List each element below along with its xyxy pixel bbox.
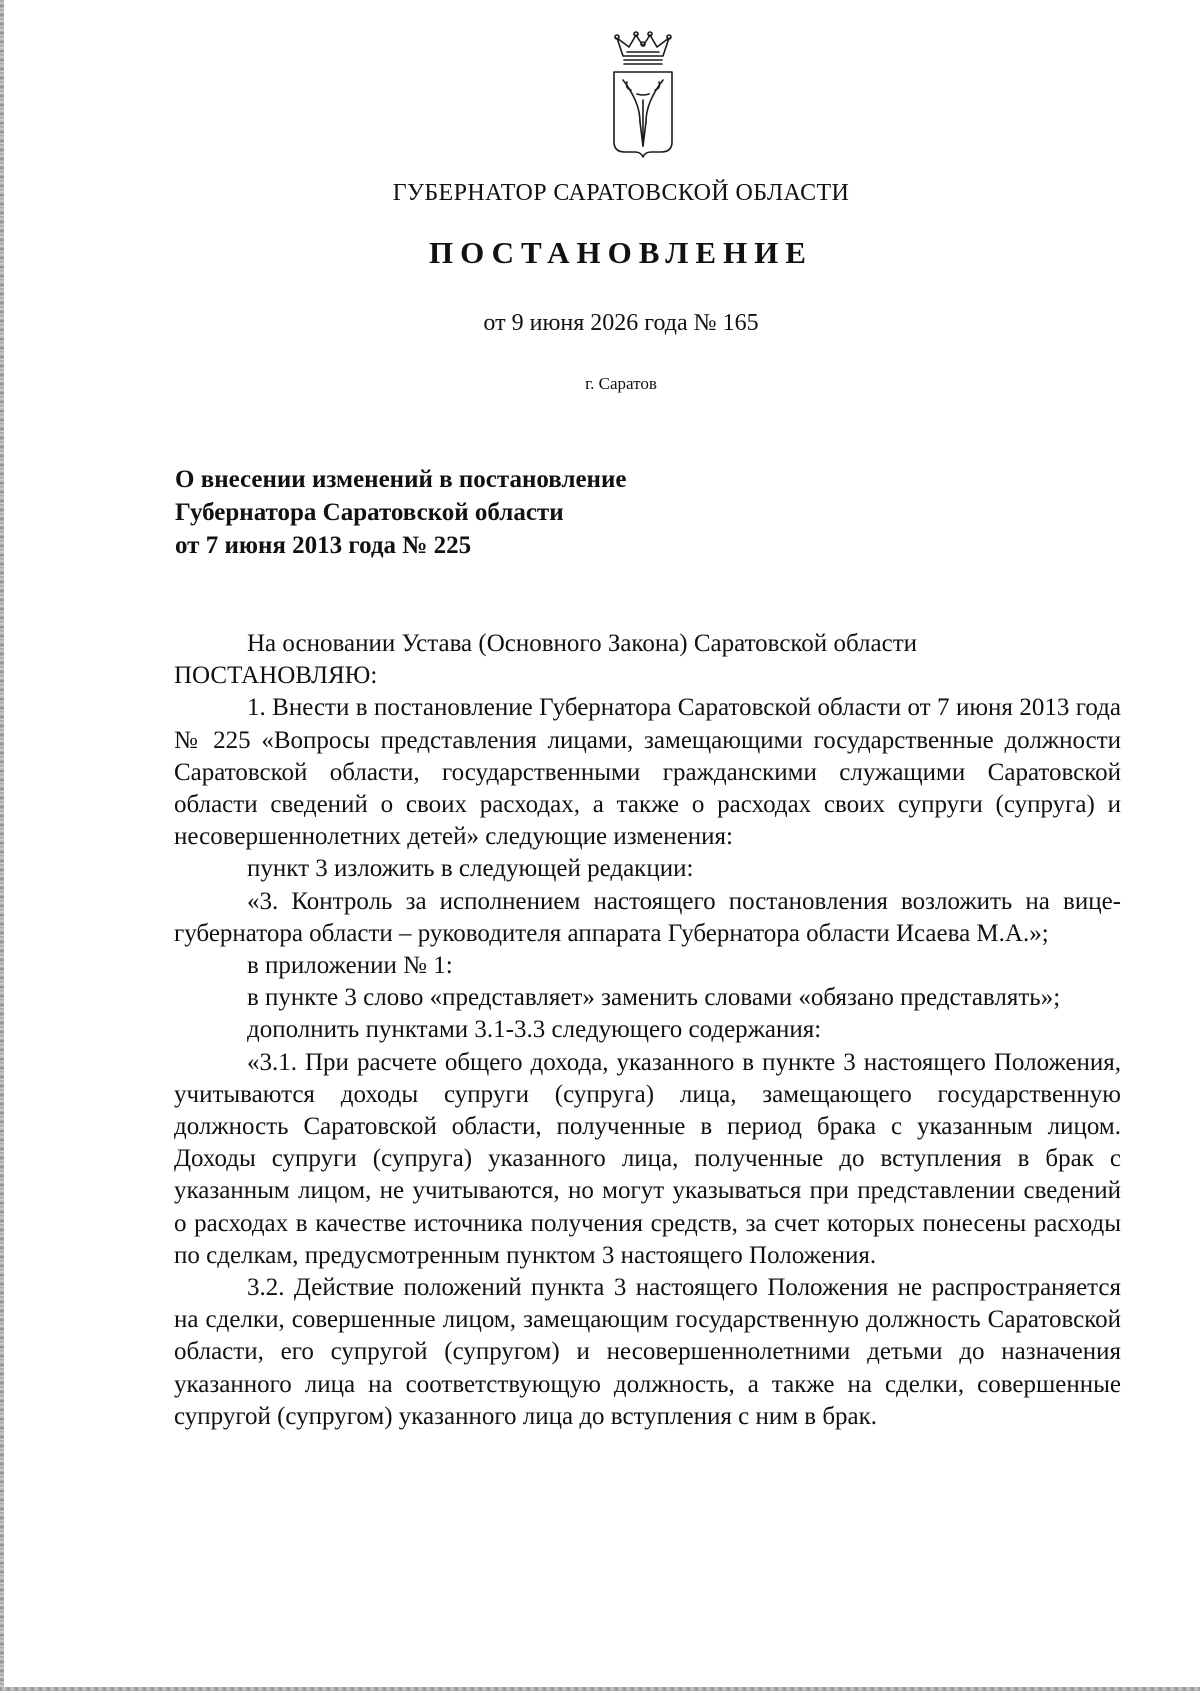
document-type: ПОСТАНОВЛЕНИЕ <box>429 235 813 270</box>
coat-of-arms-icon <box>605 30 681 158</box>
issuing-authority: ГУБЕРНАТОР САРАТОВСКОЙ ОБЛАСТИ <box>392 180 850 206</box>
document-city: г. Саратов <box>585 374 657 393</box>
paragraph-appendix-1: в приложении № 1: <box>247 952 453 980</box>
document-subject <box>175 463 875 562</box>
document-date-number: от 9 июня 2026 года № 165 <box>483 310 759 336</box>
subject-line: Губернатора Саратовской области <box>175 499 564 526</box>
subject-line: от 7 июня 2013 года № 225 <box>175 532 472 559</box>
paragraph-point-3-1: «3.1. При расчете общего дохода, указанного в пункте 3 настоящего Положения, учитываются доходы супруги (супруга) лица, замещающего государственную должность Саратовской области, полученные в период брака с указанным лицом. Доходы супруги (супруга) указанного лица, полученные до вступления в брак с указанным лицом, не учитываются, но могут указываться при представлении сведений о расходах в качестве источника получения средств, за счет которых понесены расходы по сделкам, предусмотренным пунктом 3 настоящего Положения. <box>174 1048 1121 1269</box>
paragraph-point-3-2: 3.2. Действие положений пункта 3 настоящего Положения не распространяется на сделки, совершенные лицом, замещающим государственную должность Саратовской области, его супругой (супругом) и несовершеннолетними детьми до назначения указанного лица на соответствующую должность, а также на сделки, совершенные супругой (супругом) указанного лица до вступления с ним в брак. <box>174 1274 1121 1430</box>
paragraph-point-3-replace: в пункте 3 слово «представляет» заменить словами «обязано представлять»; <box>247 984 1061 1012</box>
resolve-word: ПОСТАНОВЛЯЮ: <box>174 662 378 690</box>
paragraph-point-3-heading: пункт 3 изложить в следующей редакции: <box>247 855 694 883</box>
paragraph-item-1: 1. Внести в постановление Губернатора Саратовской области от 7 июня 2013 года № 225 «Вопросы представления лицами, замещающими государственные должности Саратовской области, государственными гражданскими служащими Саратовской области сведений о своих расходах, а также о расходах своих супруги (супруга) и несовершеннолетних детей» следующие изменения: <box>174 694 1121 851</box>
subject-line: О внесении изменений в постановление <box>175 466 627 493</box>
preamble: На основании Устава (Основного Закона) Саратовской области <box>247 630 918 657</box>
document-body <box>174 628 1121 1433</box>
paragraph-add-points: дополнить пунктами 3.1-3.3 следующего содержания: <box>247 1016 822 1044</box>
scan-edge-bottom <box>0 1687 1200 1691</box>
paragraph-point-3-text: «3. Контроль за исполнением настоящего постановления возложить на вице-губернатора области – руководителя аппарата Губернатора области Исаева М.А.»; <box>174 887 1121 947</box>
